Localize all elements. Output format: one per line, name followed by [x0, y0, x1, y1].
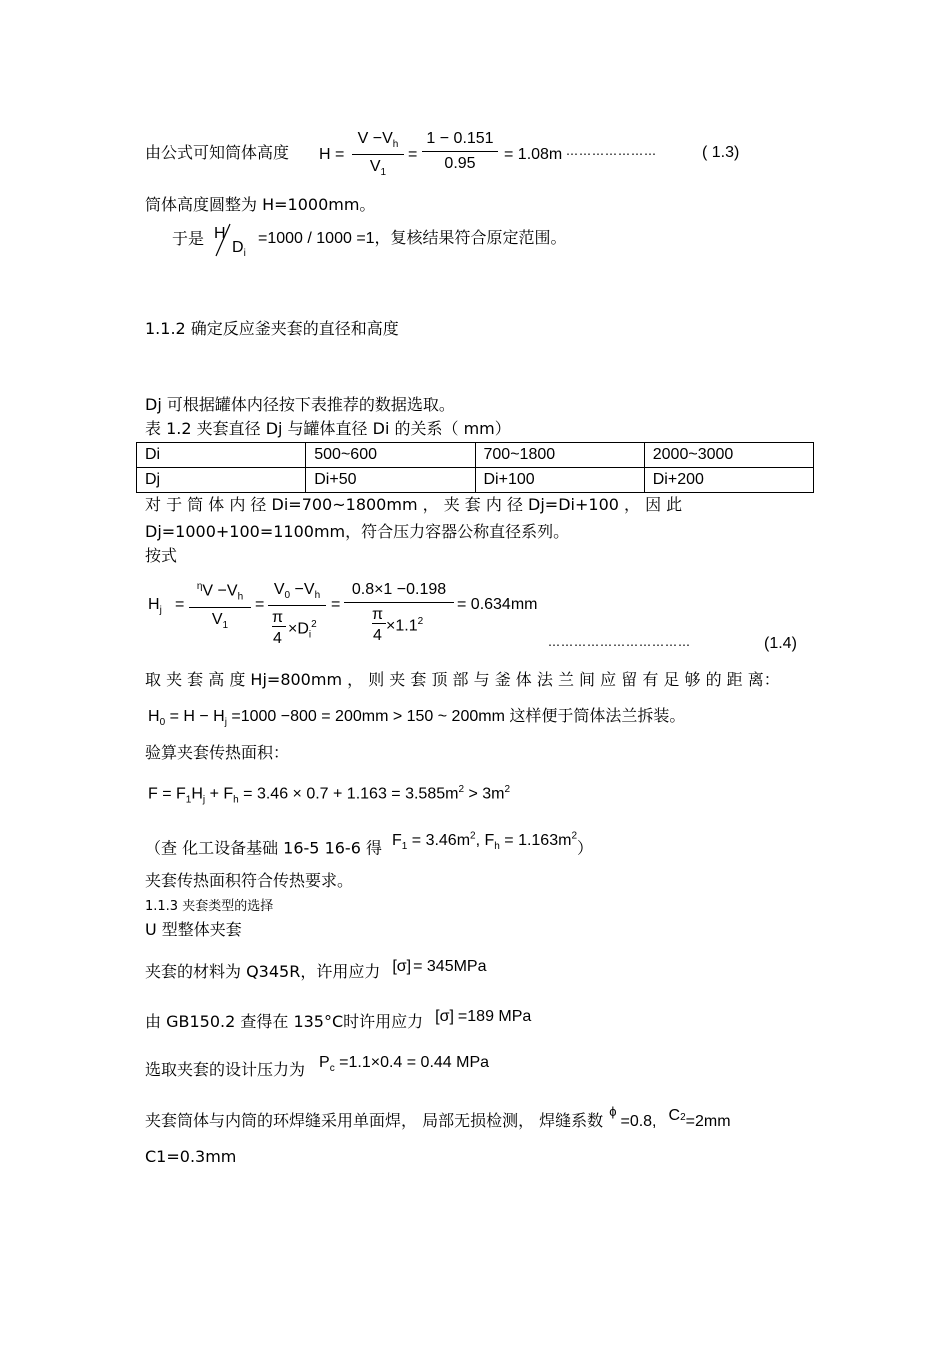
ref-v2: = 1.163m	[499, 832, 572, 850]
ref-comma: , F	[475, 832, 495, 850]
design-p-letter: P	[319, 1054, 330, 1071]
f-eq-f: F = F	[148, 785, 186, 803]
u-type-label: U 型整体夹套	[145, 920, 242, 939]
eq14-hj	[148, 597, 162, 616]
eq14-times-d: ×D	[288, 620, 309, 638]
f-equation	[148, 785, 510, 806]
f-eq-gt: > 3m	[464, 785, 505, 803]
ref-sup2: 2	[571, 831, 577, 842]
ref-open: （查 化工设备基础 16-5 16-6 得	[145, 838, 382, 858]
table-row	[137, 468, 814, 493]
h0-rest: =1000 −800 = 200mm > 150 ~ 200mm 这样便于筒体法兰拆装。	[226, 708, 686, 725]
eq13-num1-sub: h	[392, 139, 399, 151]
area-ok: 夹套传热面积符合传热要求。	[145, 871, 354, 890]
ref-close: ）	[577, 838, 594, 858]
check-lead: 于是	[172, 229, 205, 248]
gb150-value: =189 MPa	[457, 1008, 532, 1025]
check-h: H	[214, 225, 226, 242]
eq14-equals-c: =	[331, 596, 341, 613]
slash-divider	[213, 222, 233, 258]
table-cell: 700~1800	[475, 443, 644, 468]
eq14-equals-a: =	[175, 596, 185, 613]
eq14-num-b-mid: −V	[290, 581, 315, 598]
phi-symbol: ϕ	[609, 1104, 617, 1119]
ref-sup1: 2	[470, 831, 476, 842]
four-digit: 4	[373, 627, 382, 644]
table-cell: Di	[137, 443, 306, 468]
section-113-heading: 1.1.3 夹套类型的选择	[145, 899, 274, 914]
f-eq-sup2: 2	[504, 784, 511, 795]
h0-h: H	[148, 708, 160, 725]
eq14-den-a: V	[211, 610, 223, 628]
sigma-symbol: [σ]	[392, 958, 412, 975]
eq14-hj-sub: j	[159, 605, 162, 617]
eq14-tag: (1.4)	[764, 635, 797, 652]
eq14-num-a: V −V	[202, 582, 238, 600]
section-112-heading: 1.1.2 确定反应釜夹套的直径和高度	[145, 319, 399, 338]
eq13-lead: 由公式可知筒体高度	[145, 143, 290, 162]
eq13-result: = 1.08m	[504, 146, 563, 163]
h0-sub0: 0	[159, 717, 166, 729]
check-di-sub: i	[243, 248, 246, 260]
pi-symbol: π	[372, 606, 384, 623]
material-line	[145, 958, 487, 981]
gb150-text: 由 GB150.2 查得在 135°C时许用应力	[145, 1012, 424, 1031]
four-digit: 4	[273, 630, 282, 648]
pi-frac-bar	[272, 626, 286, 627]
eq13-num2: 1 − 0.151	[426, 130, 494, 147]
ref-v1: = 3.46m	[407, 832, 471, 850]
f-eq-h: H	[191, 785, 203, 803]
eq14-frac-c	[344, 582, 454, 647]
eq14-d-sup: 2	[311, 619, 317, 631]
ref-subh: h	[494, 841, 500, 853]
pi-frac-bar	[372, 623, 386, 624]
c2-value: =2mm	[685, 1113, 731, 1130]
eq13-h-equals: H =	[319, 146, 345, 163]
f-eq-subh: h	[233, 794, 239, 806]
eq13-den1-sub: 1	[380, 167, 387, 179]
table-cell: Di+50	[306, 468, 475, 493]
dj-intro: Dj 可根据罐体内径按下表推荐的数据选取。	[145, 395, 455, 414]
eq13-den1: V	[369, 158, 381, 176]
f-eq-rest: = 3.46 × 0.7 + 1.163 = 3.585m	[238, 785, 459, 803]
material-text: 夹套的材料为 Q345R，许用应力	[145, 962, 381, 981]
eq14-dots: ……………………………	[548, 635, 691, 649]
eq14-frac-a	[189, 582, 251, 631]
eq14-frac-b	[268, 582, 326, 650]
check-di-letter: D	[232, 239, 244, 256]
eq14-num-a-sub: h	[237, 591, 244, 603]
gb150-line	[145, 1008, 532, 1031]
eq13-den2: 0.95	[444, 155, 476, 172]
c2-sub: 2	[680, 1112, 686, 1123]
anshi-label: 按式	[145, 546, 178, 565]
check-rest: =1000 / 1000 =1，复核结果符合原定范围。	[258, 230, 567, 247]
para-dj-line1: 对 于 筒 体 内 径 Di=700~1800mm ， 夹 套 内 径 Dj=Di+100 ， 因 此	[145, 495, 683, 514]
table-cell: Di+200	[644, 468, 813, 493]
h0-equation	[148, 709, 685, 728]
table-cell: Dj	[137, 468, 306, 493]
eta-symbol: η	[196, 581, 203, 592]
check-di	[232, 240, 246, 259]
sigma-symbol: [σ]	[435, 1008, 454, 1025]
eq14-num-b-sub1: h	[314, 590, 321, 602]
material-value: = 345MPa	[413, 958, 487, 975]
eq13-frac-1	[352, 131, 404, 178]
weld-coef-value: =0.8,	[620, 1113, 657, 1130]
eq14-times-11: ×1.1	[386, 617, 418, 635]
table-row	[137, 443, 814, 468]
h0-subj: j	[224, 717, 227, 729]
c2-letter: C	[668, 1107, 681, 1124]
table-cell: 2000~3000	[644, 443, 813, 468]
weld-line	[145, 1104, 731, 1130]
eq14-num-b-sub0: 0	[284, 590, 291, 602]
eq13-dots: …………………	[566, 144, 657, 158]
eq13-frac-2	[422, 131, 498, 172]
table-cell: 500~600	[306, 443, 475, 468]
f-eq-sup: 2	[458, 784, 465, 795]
verify-area-label: 验算夹套传热面积：	[145, 743, 290, 762]
eq14-num-c: 0.8×1 −0.198	[351, 581, 447, 598]
design-p-sub: c	[329, 1063, 335, 1075]
eq14-den-a-sub: 1	[222, 619, 229, 631]
table-cell: Di+100	[475, 468, 644, 493]
eq13-num1: V −V	[357, 130, 393, 147]
eq14-d-sub: i	[308, 629, 312, 641]
height-round: 筒体高度圆整为 H=1000mm。	[145, 195, 376, 214]
c1-value: C1=0.3mm	[145, 1147, 237, 1166]
reference-line	[145, 831, 594, 861]
design-pressure-line	[145, 1054, 490, 1082]
f-eq-sub1: 1	[185, 794, 192, 806]
f-eq-subj: j	[202, 794, 206, 806]
h0-mid: = H − H	[165, 708, 225, 725]
eq14-equals-b: =	[255, 596, 265, 613]
eq13-equals: =	[408, 146, 418, 163]
pi-symbol: π	[272, 609, 284, 627]
design-p-value: =1.1×0.4 = 0.44 MPa	[334, 1054, 490, 1071]
ref-sub1: 1	[401, 841, 408, 853]
jacket-height-para: 取 夹 套 高 度 Hj=800mm ， 则 夹 套 顶 部 与 釜 体 法 兰 间 应 留 有 足 够 的 距 离：	[145, 670, 780, 689]
eq14-num-b: V	[273, 581, 285, 598]
eq14-sup2: 2	[417, 616, 424, 627]
eq14-result: = 0.634mm	[457, 596, 538, 613]
para-dj-line2: Dj=1000+100=1100mm，符合压力容器公称直径系列。	[145, 522, 570, 541]
weld-text: 夹套筒体与内筒的环焊缝采用单面焊， 局部无损检测， 焊缝系数	[145, 1111, 604, 1130]
f-eq-plusf: + F	[205, 785, 234, 803]
dj-di-table	[136, 442, 814, 493]
table-caption: 表 1.2 夹套直径 Dj 与罐体直径 Di 的关系（ mm）	[145, 419, 511, 438]
ref-f1: F	[391, 832, 402, 850]
eq14-hj-letter: H	[148, 596, 160, 613]
eq13-tag: ( 1.3)	[702, 144, 740, 161]
design-p-text: 选取夹套的设计压力为	[145, 1060, 306, 1079]
